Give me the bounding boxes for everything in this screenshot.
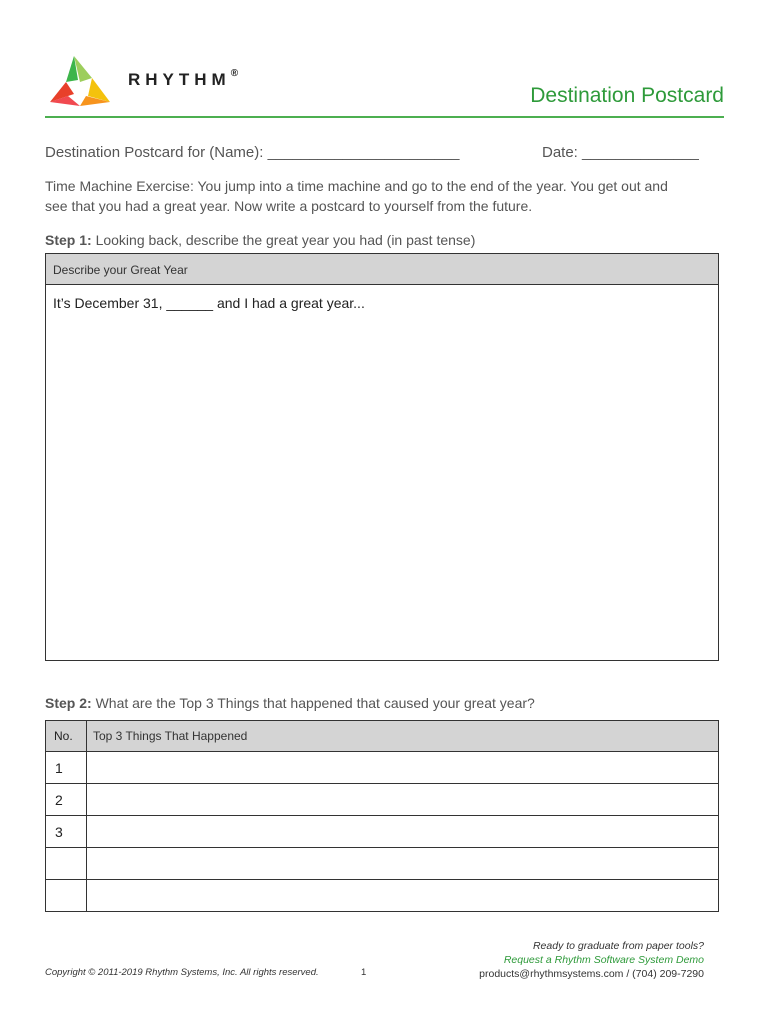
table-row bbox=[46, 848, 719, 880]
footer-cta bbox=[479, 939, 704, 981]
table-header-row bbox=[46, 721, 719, 752]
great-year-prompt: It’s December 31, ______ and I had a great year... bbox=[53, 295, 365, 311]
page-number: 1 bbox=[361, 967, 367, 978]
step1-text: Looking back, describe the great year you had (in past tense) bbox=[95, 232, 476, 248]
row-number: 2 bbox=[46, 784, 87, 816]
great-year-input[interactable] bbox=[46, 285, 718, 321]
great-year-box bbox=[45, 253, 719, 661]
row-entry[interactable] bbox=[87, 848, 719, 880]
name-field[interactable]: Destination Postcard for (Name): _______________________ bbox=[45, 144, 460, 161]
step2-heading bbox=[45, 695, 535, 711]
step2-text: What are the Top 3 Things that happened that caused your great year? bbox=[95, 695, 535, 711]
title-divider bbox=[45, 116, 724, 118]
demo-link[interactable]: Request a Rhythm Software System Demo bbox=[503, 954, 704, 966]
row-number: 3 bbox=[46, 816, 87, 848]
table-row bbox=[46, 752, 719, 784]
row-entry[interactable] bbox=[87, 784, 719, 816]
intro-text: Time Machine Exercise: You jump into a time machine and go to the end of the year. You get out and see that you had a great year. Now write a postcard to yourself from the future. bbox=[45, 178, 668, 214]
copyright-notice: Copyright © 2011-2019 Rhythm Systems, Inc. All rights reserved. bbox=[45, 967, 319, 978]
step1-label: Step 1: bbox=[45, 232, 92, 248]
row-number: 1 bbox=[46, 752, 87, 784]
row-entry[interactable] bbox=[87, 752, 719, 784]
col-header-no: No. bbox=[46, 721, 87, 752]
registered-mark: ® bbox=[230, 68, 239, 80]
step1-heading bbox=[45, 232, 475, 248]
row-number bbox=[46, 848, 87, 880]
table-row bbox=[46, 880, 719, 912]
cta-question: Ready to graduate from paper tools? bbox=[532, 940, 704, 952]
top-things-table bbox=[45, 720, 719, 912]
col-header-things: Top 3 Things That Happened bbox=[87, 721, 719, 752]
document-title: Destination Postcard bbox=[530, 84, 724, 107]
rhythm-triangle-logo-icon bbox=[44, 52, 114, 112]
date-field[interactable]: Date: ______________ bbox=[542, 144, 699, 161]
row-number bbox=[46, 880, 87, 912]
table-row bbox=[46, 784, 719, 816]
brand-wordmark bbox=[128, 70, 238, 90]
step2-label: Step 2: bbox=[45, 695, 92, 711]
brand-name: RHYTHM bbox=[128, 70, 231, 89]
great-year-header: Describe your Great Year bbox=[46, 254, 718, 285]
contact-info[interactable]: products@rhythmsystems.com / (704) 209-7290 bbox=[479, 968, 704, 980]
row-entry[interactable] bbox=[87, 880, 719, 912]
row-entry[interactable] bbox=[87, 816, 719, 848]
table-row bbox=[46, 816, 719, 848]
